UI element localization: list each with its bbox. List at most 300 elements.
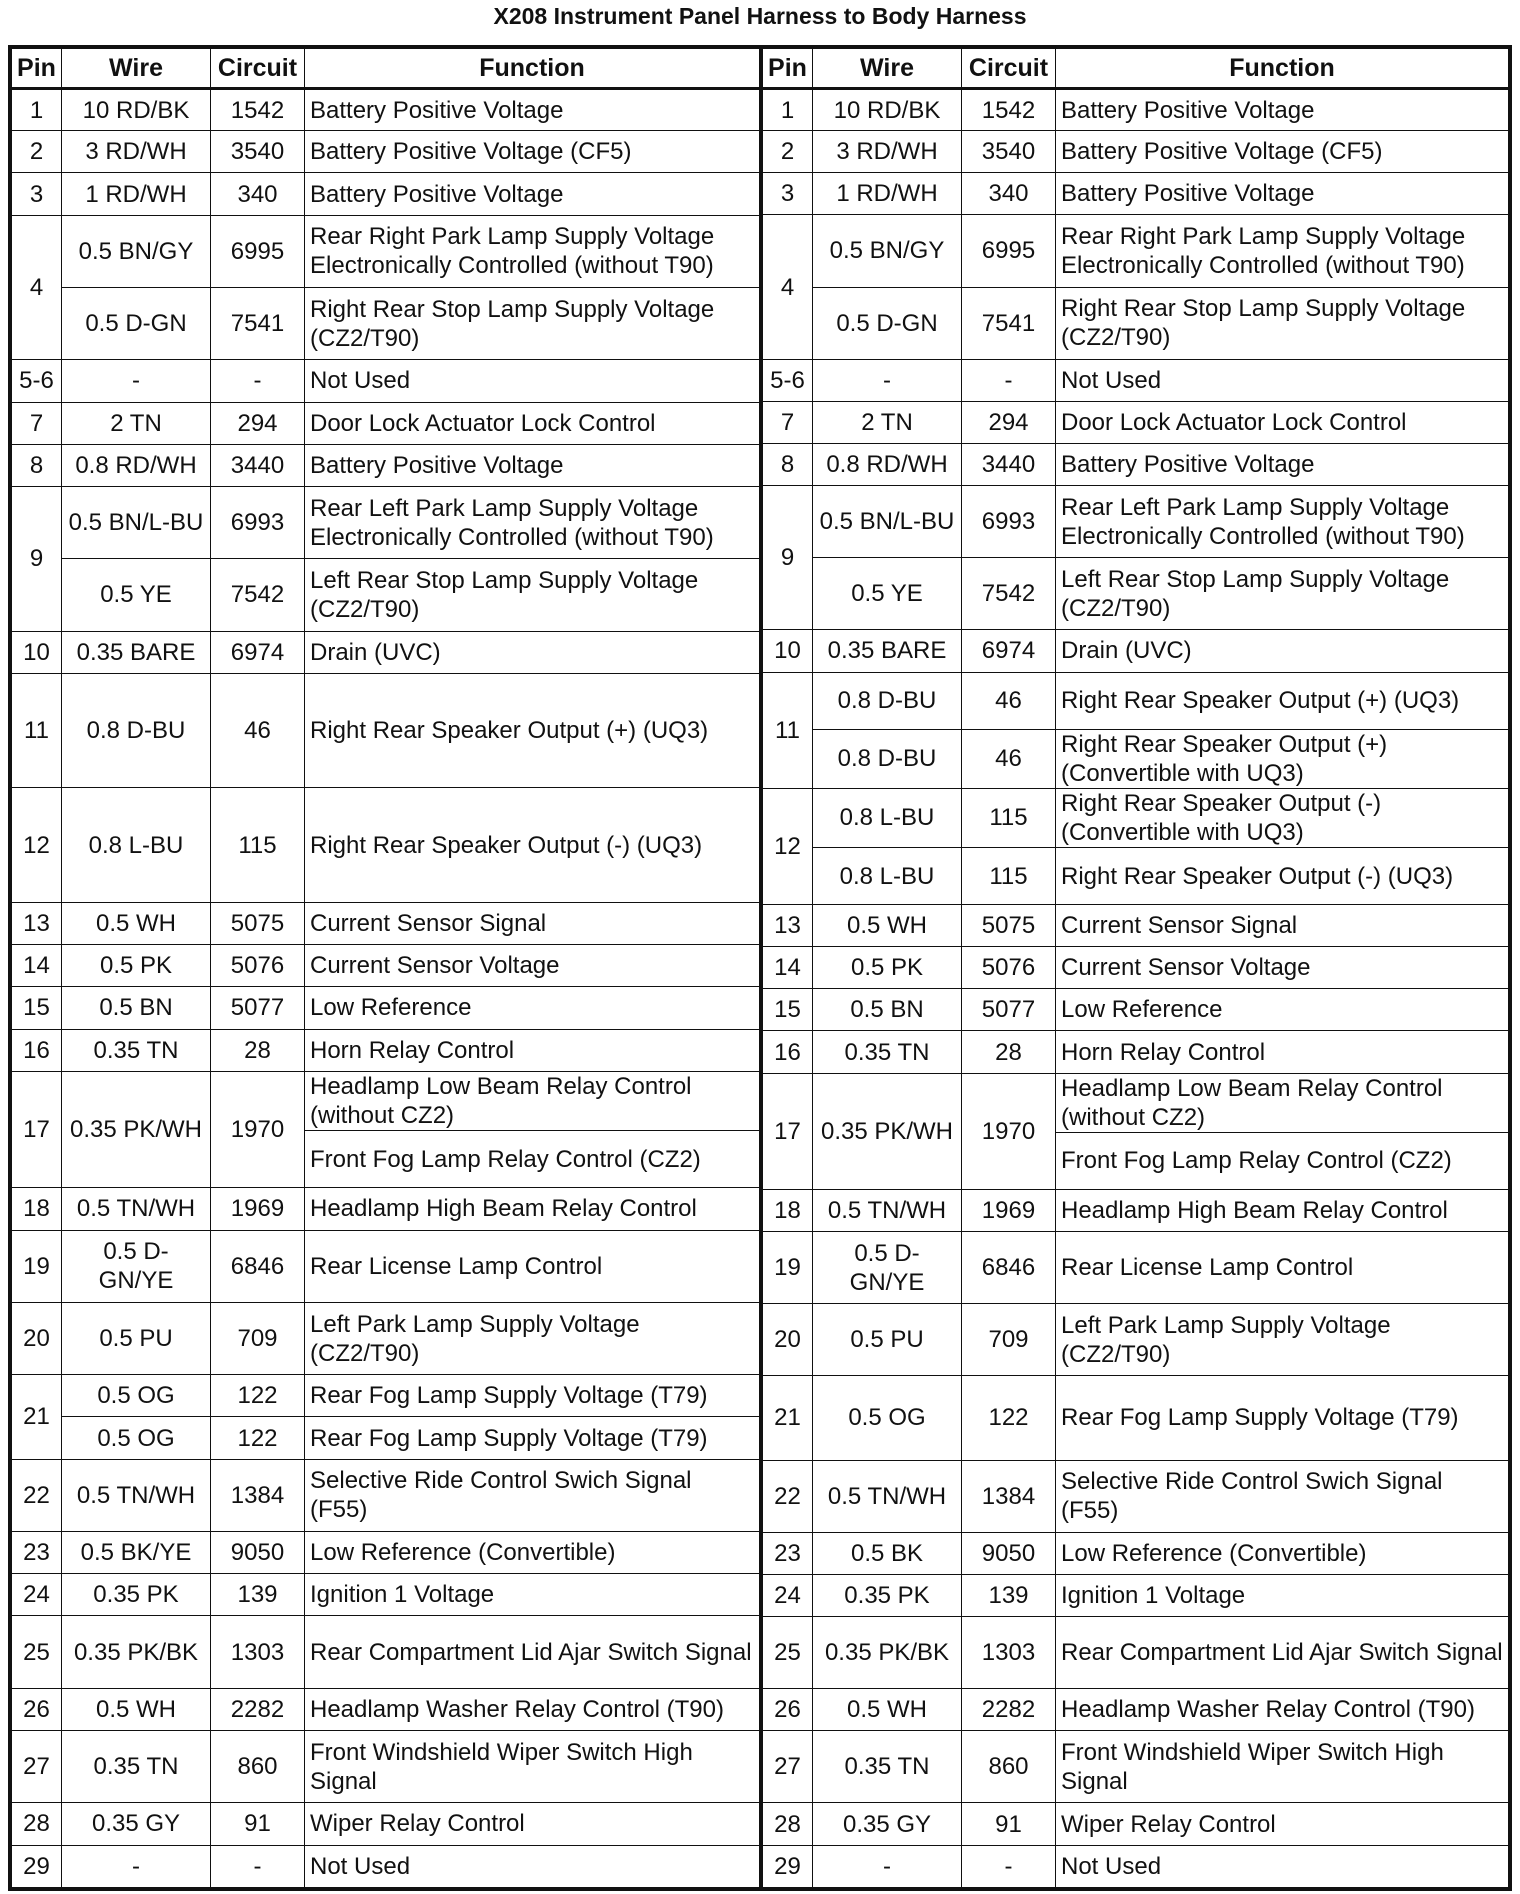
table-row <box>763 486 1509 558</box>
pin-cell: 16 <box>12 1029 62 1071</box>
circuit-cell: 1384 <box>962 1460 1056 1532</box>
table-row <box>763 905 1509 947</box>
function-cell: Wiper Relay Control <box>305 1803 761 1845</box>
wire-cell: 0.5 TN/WH <box>62 1188 211 1230</box>
circuit-cell: 294 <box>211 402 305 444</box>
wire-cell: 3 RD/WH <box>813 131 962 173</box>
pin-cell: 16 <box>763 1031 813 1073</box>
function-cell: Not Used <box>1056 359 1509 401</box>
table-row <box>763 989 1509 1031</box>
function-cell: Front Fog Lamp Relay Control (CZ2) <box>305 1131 761 1188</box>
circuit-cell: 7542 <box>211 559 305 631</box>
pin-cell: 24 <box>12 1574 62 1616</box>
table-row <box>763 1845 1509 1887</box>
wire-cell: - <box>813 1845 962 1887</box>
function-cell: Rear Compartment Lid Ajar Switch Signal <box>305 1616 761 1688</box>
table-row <box>763 1376 1509 1460</box>
circuit-cell: 1970 <box>962 1073 1056 1189</box>
pin-cell: 20 <box>12 1302 62 1374</box>
circuit-cell: 5076 <box>211 945 305 987</box>
function-cell: Low Reference (Convertible) <box>305 1532 761 1574</box>
wire-cell: - <box>62 1845 211 1887</box>
table-row <box>12 444 761 486</box>
table-row <box>763 672 1509 729</box>
circuit-cell: 139 <box>211 1574 305 1616</box>
function-cell: Rear Fog Lamp Supply Voltage (T79) <box>1056 1376 1509 1460</box>
function-cell: Low Reference <box>305 987 761 1029</box>
function-cell: Right Rear Speaker Output (+) (UQ3) <box>305 673 761 788</box>
table-row <box>763 729 1509 788</box>
table-row <box>12 673 761 788</box>
wire-cell: 0.5 D-GN/YE <box>813 1232 962 1304</box>
wire-cell: 0.5 PK <box>62 945 211 987</box>
function-cell: Rear License Lamp Control <box>1056 1232 1509 1304</box>
table-row <box>12 1803 761 1845</box>
wire-cell: 0.8 D-BU <box>62 673 211 788</box>
table-row <box>763 215 1509 287</box>
table-row <box>12 1302 761 1374</box>
wire-cell: 0.8 RD/WH <box>62 444 211 486</box>
pin-cell: 11 <box>12 673 62 788</box>
wire-cell: 3 RD/WH <box>62 131 211 173</box>
function-cell: Low Reference <box>1056 989 1509 1031</box>
circuit-cell: 1303 <box>211 1616 305 1688</box>
wire-cell: 0.35 TN <box>62 1731 211 1803</box>
circuit-cell: 28 <box>211 1029 305 1071</box>
function-cell: Wiper Relay Control <box>1056 1803 1509 1845</box>
header-wire: Wire <box>62 49 211 89</box>
circuit-cell: 294 <box>962 401 1056 443</box>
pin-cell: 3 <box>12 173 62 215</box>
wire-cell: 0.8 L-BU <box>62 788 211 903</box>
function-cell: Left Rear Stop Lamp Supply Voltage (CZ2/T90) <box>305 559 761 631</box>
circuit-cell: 1384 <box>211 1459 305 1531</box>
wire-cell: 0.5 TN/WH <box>813 1189 962 1231</box>
circuit-cell: 6974 <box>211 631 305 673</box>
wire-cell: 0.5 BN <box>813 989 962 1031</box>
circuit-cell: 5077 <box>211 987 305 1029</box>
function-cell: Rear Left Park Lamp Supply Voltage Electronically Controlled (without T90) <box>1056 486 1509 558</box>
function-cell: Drain (UVC) <box>305 631 761 673</box>
function-cell: Rear Right Park Lamp Supply Voltage Electronically Controlled (without T90) <box>305 215 761 287</box>
circuit-cell: 3440 <box>962 443 1056 485</box>
circuit-cell: 46 <box>962 672 1056 729</box>
circuit-cell: - <box>962 359 1056 401</box>
wire-cell: 2 TN <box>813 401 962 443</box>
table-row <box>763 947 1509 989</box>
function-cell: Headlamp High Beam Relay Control <box>1056 1189 1509 1231</box>
table-row <box>12 1574 761 1616</box>
table-row <box>12 173 761 215</box>
wire-cell: 0.5 OG <box>62 1375 211 1417</box>
function-cell: Current Sensor Signal <box>1056 905 1509 947</box>
circuit-cell: 1969 <box>962 1189 1056 1231</box>
header-row <box>763 49 1509 89</box>
function-cell: Rear License Lamp Control <box>305 1230 761 1302</box>
wire-cell: 0.5 YE <box>813 558 962 630</box>
table-row <box>12 559 761 631</box>
table-row <box>763 1232 1509 1304</box>
circuit-cell: 122 <box>962 1376 1056 1460</box>
table-row <box>763 1189 1509 1231</box>
table-body-left <box>12 89 761 1888</box>
function-cell: Ignition 1 Voltage <box>305 1574 761 1616</box>
wire-cell: 0.35 PK/BK <box>813 1617 962 1689</box>
circuit-cell: 709 <box>962 1304 1056 1376</box>
pin-cell: 4 <box>763 215 813 359</box>
wire-cell: 0.8 RD/WH <box>813 443 962 485</box>
header-function: Function <box>1056 49 1509 89</box>
pin-cell: 18 <box>763 1189 813 1231</box>
table-row <box>763 1574 1509 1616</box>
table-row <box>12 788 761 903</box>
circuit-cell: 7542 <box>962 558 1056 630</box>
table-row <box>763 443 1509 485</box>
pin-cell: 25 <box>763 1617 813 1689</box>
pin-cell: 5-6 <box>763 359 813 401</box>
wire-cell: 10 RD/BK <box>62 89 211 131</box>
function-cell: Horn Relay Control <box>1056 1031 1509 1073</box>
table-row <box>12 402 761 444</box>
table-row <box>763 1073 1509 1132</box>
pin-cell: 25 <box>12 1616 62 1688</box>
circuit-cell: 1542 <box>962 89 1056 131</box>
pin-cell: 18 <box>12 1188 62 1230</box>
pin-cell: 12 <box>763 788 813 904</box>
wire-cell: 0.35 BARE <box>62 631 211 673</box>
table-row <box>12 486 761 558</box>
wire-cell: 0.35 PK <box>813 1574 962 1616</box>
circuit-cell: 28 <box>962 1031 1056 1073</box>
pin-cell: 10 <box>12 631 62 673</box>
table-row <box>763 630 1509 672</box>
circuit-cell: 1542 <box>211 89 305 131</box>
table-row <box>763 401 1509 443</box>
circuit-cell: 6995 <box>211 215 305 287</box>
table-row <box>12 945 761 987</box>
function-cell: Right Rear Speaker Output (-) (UQ3) <box>305 788 761 903</box>
table-row <box>763 173 1509 215</box>
function-cell: Left Park Lamp Supply Voltage (CZ2/T90) <box>1056 1304 1509 1376</box>
function-cell: Front Windshield Wiper Switch High Signal <box>305 1731 761 1803</box>
pin-cell: 7 <box>12 402 62 444</box>
function-cell: Drain (UVC) <box>1056 630 1509 672</box>
pin-cell: 20 <box>763 1304 813 1376</box>
pin-cell: 1 <box>763 89 813 131</box>
wire-cell: 0.5 WH <box>813 905 962 947</box>
header-row <box>12 49 761 89</box>
circuit-cell: 122 <box>211 1417 305 1459</box>
function-cell: Battery Positive Voltage <box>1056 173 1509 215</box>
pin-cell: 7 <box>763 401 813 443</box>
function-cell: Headlamp Low Beam Relay Control (without CZ2) <box>305 1071 761 1130</box>
wire-cell: 0.35 PK/BK <box>62 1616 211 1688</box>
circuit-cell: 709 <box>211 1302 305 1374</box>
circuit-cell: 2282 <box>962 1689 1056 1731</box>
table-row <box>763 131 1509 173</box>
circuit-cell: 6974 <box>962 630 1056 672</box>
header-pin: Pin <box>12 49 62 89</box>
table-row <box>12 215 761 287</box>
header-wire: Wire <box>813 49 962 89</box>
function-cell: Left Park Lamp Supply Voltage (CZ2/T90) <box>305 1302 761 1374</box>
pin-cell: 19 <box>12 1230 62 1302</box>
table-row <box>12 1731 761 1803</box>
table-row <box>763 1803 1509 1845</box>
harness-tables <box>8 45 1512 1891</box>
table-row <box>763 1532 1509 1574</box>
wire-cell: 0.5 WH <box>62 1688 211 1730</box>
function-cell: Rear Fog Lamp Supply Voltage (T79) <box>305 1375 761 1417</box>
pin-cell: 15 <box>763 989 813 1031</box>
circuit-cell: 340 <box>962 173 1056 215</box>
wire-cell: 0.5 BN/GY <box>62 215 211 287</box>
wire-cell: 0.5 PU <box>813 1304 962 1376</box>
table-row <box>12 1188 761 1230</box>
function-cell: Battery Positive Voltage <box>305 444 761 486</box>
table-row <box>12 1532 761 1574</box>
table-row <box>12 360 761 402</box>
function-cell: Current Sensor Voltage <box>1056 947 1509 989</box>
wire-cell: 0.35 PK/WH <box>62 1071 211 1188</box>
circuit-cell: 115 <box>962 788 1056 847</box>
pin-cell: 19 <box>763 1232 813 1304</box>
wire-cell: 0.5 BN/GY <box>813 215 962 287</box>
pin-cell: 28 <box>763 1803 813 1845</box>
pin-cell: 3 <box>763 173 813 215</box>
wire-cell: 0.35 PK/WH <box>813 1073 962 1189</box>
circuit-cell: 3540 <box>211 131 305 173</box>
pin-cell: 21 <box>763 1376 813 1460</box>
function-cell: Battery Positive Voltage <box>1056 443 1509 485</box>
circuit-cell: 46 <box>962 729 1056 788</box>
wire-cell: 0.8 L-BU <box>813 847 962 904</box>
function-cell: Battery Positive Voltage (CF5) <box>1056 131 1509 173</box>
wire-cell: 0.35 GY <box>813 1803 962 1845</box>
circuit-cell: 860 <box>211 1731 305 1803</box>
circuit-cell: - <box>211 1845 305 1887</box>
function-cell: Horn Relay Control <box>305 1029 761 1071</box>
circuit-cell: 5077 <box>962 989 1056 1031</box>
circuit-cell: 9050 <box>211 1532 305 1574</box>
pin-cell: 11 <box>763 672 813 788</box>
header-circuit: Circuit <box>211 49 305 89</box>
table-row <box>12 131 761 173</box>
wire-cell: 0.5 OG <box>813 1376 962 1460</box>
pin-cell: 15 <box>12 987 62 1029</box>
wire-cell: 0.5 BN/L-BU <box>62 486 211 558</box>
table-row <box>12 1417 761 1459</box>
wire-cell: 0.35 TN <box>813 1031 962 1073</box>
pin-cell: 28 <box>12 1803 62 1845</box>
wire-cell: 0.8 L-BU <box>813 788 962 847</box>
pin-cell: 29 <box>12 1845 62 1887</box>
table-row <box>763 359 1509 401</box>
function-cell: Front Windshield Wiper Switch High Signal <box>1056 1731 1509 1803</box>
circuit-cell: 3440 <box>211 444 305 486</box>
pin-cell: 9 <box>763 486 813 630</box>
function-cell: Right Rear Speaker Output (+) (Convertible with UQ3) <box>1056 729 1509 788</box>
circuit-cell: 6846 <box>211 1230 305 1302</box>
pin-cell: 17 <box>12 1071 62 1188</box>
circuit-cell: 1969 <box>211 1188 305 1230</box>
function-cell: Left Rear Stop Lamp Supply Voltage (CZ2/T90) <box>1056 558 1509 630</box>
function-cell: Headlamp Washer Relay Control (T90) <box>1056 1689 1509 1731</box>
circuit-cell: 340 <box>211 173 305 215</box>
function-cell: Headlamp High Beam Relay Control <box>305 1188 761 1230</box>
circuit-cell: 9050 <box>962 1532 1056 1574</box>
pin-cell: 2 <box>12 131 62 173</box>
function-cell: Right Rear Stop Lamp Supply Voltage (CZ2/T90) <box>305 287 761 359</box>
wire-cell: 0.35 PK <box>62 1574 211 1616</box>
function-cell: Rear Fog Lamp Supply Voltage (T79) <box>305 1417 761 1459</box>
table-row <box>763 788 1509 847</box>
table-row <box>763 89 1509 131</box>
function-cell: Low Reference (Convertible) <box>1056 1532 1509 1574</box>
function-cell: Rear Compartment Lid Ajar Switch Signal <box>1056 1617 1509 1689</box>
pin-cell: 21 <box>12 1375 62 1459</box>
wire-cell: 0.35 TN <box>813 1731 962 1803</box>
wire-cell: 2 TN <box>62 402 211 444</box>
page-title: X208 Instrument Panel Harness to Body Harness <box>493 3 1027 29</box>
header-function: Function <box>305 49 761 89</box>
function-cell: Headlamp Washer Relay Control (T90) <box>305 1688 761 1730</box>
pin-cell: 4 <box>12 215 62 360</box>
table-row <box>12 1029 761 1071</box>
circuit-cell: 3540 <box>962 131 1056 173</box>
pin-cell: 22 <box>763 1460 813 1532</box>
function-cell: Front Fog Lamp Relay Control (CZ2) <box>1056 1132 1509 1189</box>
pin-cell: 5-6 <box>12 360 62 402</box>
pin-cell: 26 <box>12 1688 62 1730</box>
circuit-cell: 139 <box>962 1574 1056 1616</box>
circuit-cell: 5075 <box>211 902 305 944</box>
pin-cell: 13 <box>12 902 62 944</box>
wire-cell: 0.5 BN/L-BU <box>813 486 962 558</box>
wire-cell: - <box>813 359 962 401</box>
table-row <box>12 987 761 1029</box>
pin-cell: 10 <box>763 630 813 672</box>
function-cell: Not Used <box>305 1845 761 1887</box>
wire-cell: 0.5 D-GN <box>813 287 962 359</box>
function-cell: Door Lock Actuator Lock Control <box>305 402 761 444</box>
pin-cell: 24 <box>763 1574 813 1616</box>
wire-cell: 1 RD/WH <box>62 173 211 215</box>
wire-cell: 0.5 PK <box>813 947 962 989</box>
wire-cell: 0.5 PU <box>62 1302 211 1374</box>
circuit-cell: 7541 <box>211 287 305 359</box>
circuit-cell: 6846 <box>962 1232 1056 1304</box>
circuit-cell: 1970 <box>211 1071 305 1188</box>
wire-cell: 0.35 TN <box>62 1029 211 1071</box>
pin-cell: 23 <box>763 1532 813 1574</box>
pin-cell: 29 <box>763 1845 813 1887</box>
circuit-cell: 115 <box>962 847 1056 904</box>
pin-cell: 27 <box>763 1731 813 1803</box>
function-cell: Ignition 1 Voltage <box>1056 1574 1509 1616</box>
table-row <box>12 902 761 944</box>
function-cell: Battery Positive Voltage <box>305 89 761 131</box>
table-row <box>763 1304 1509 1376</box>
function-cell: Right Rear Stop Lamp Supply Voltage (CZ2/T90) <box>1056 287 1509 359</box>
pin-cell: 1 <box>12 89 62 131</box>
table-row <box>12 1845 761 1887</box>
wire-cell: 0.5 WH <box>62 902 211 944</box>
table-row <box>763 558 1509 630</box>
table-row <box>763 287 1509 359</box>
pin-cell: 17 <box>763 1073 813 1189</box>
header-circuit: Circuit <box>962 49 1056 89</box>
table-row <box>763 847 1509 904</box>
circuit-cell: 115 <box>211 788 305 903</box>
circuit-cell: 5075 <box>962 905 1056 947</box>
circuit-cell: - <box>211 360 305 402</box>
harness-table-right <box>762 48 1509 1888</box>
circuit-cell: 46 <box>211 673 305 788</box>
function-cell: Battery Positive Voltage (CF5) <box>305 131 761 173</box>
circuit-cell: 860 <box>962 1731 1056 1803</box>
pin-cell: 14 <box>763 947 813 989</box>
circuit-cell: 91 <box>962 1803 1056 1845</box>
table-row <box>12 631 761 673</box>
circuit-cell: 5076 <box>962 947 1056 989</box>
table-row <box>12 1071 761 1130</box>
wire-cell: 0.8 D-BU <box>813 729 962 788</box>
wire-cell: 0.5 D-GN <box>62 287 211 359</box>
pin-cell: 13 <box>763 905 813 947</box>
wire-cell: 0.5 WH <box>813 1689 962 1731</box>
header-pin: Pin <box>763 49 813 89</box>
table-row <box>763 1031 1509 1073</box>
function-cell: Not Used <box>305 360 761 402</box>
circuit-cell: 6993 <box>962 486 1056 558</box>
wire-cell: 0.5 TN/WH <box>62 1459 211 1531</box>
function-cell: Right Rear Speaker Output (-) (UQ3) <box>1056 847 1509 904</box>
circuit-cell: 122 <box>211 1375 305 1417</box>
pin-cell: 14 <box>12 945 62 987</box>
table-row <box>12 1230 761 1302</box>
circuit-cell: 1303 <box>962 1617 1056 1689</box>
pin-cell: 22 <box>12 1459 62 1531</box>
pin-cell: 23 <box>12 1532 62 1574</box>
table-row <box>763 1617 1509 1689</box>
circuit-cell: 6993 <box>211 486 305 558</box>
circuit-cell: - <box>962 1845 1056 1887</box>
function-cell: Selective Ride Control Swich Signal (F55) <box>1056 1460 1509 1532</box>
table-row <box>12 287 761 359</box>
table-row <box>12 1616 761 1688</box>
wire-cell: - <box>62 360 211 402</box>
circuit-cell: 7541 <box>962 287 1056 359</box>
function-cell: Battery Positive Voltage <box>305 173 761 215</box>
wire-cell: 0.5 BN <box>62 987 211 1029</box>
function-cell: Headlamp Low Beam Relay Control (without CZ2) <box>1056 1073 1509 1132</box>
harness-table-left <box>11 48 762 1888</box>
wire-cell: 1 RD/WH <box>813 173 962 215</box>
function-cell: Rear Right Park Lamp Supply Voltage Electronically Controlled (without T90) <box>1056 215 1509 287</box>
function-cell: Current Sensor Voltage <box>305 945 761 987</box>
function-cell: Current Sensor Signal <box>305 902 761 944</box>
table-row <box>763 1460 1509 1532</box>
wire-cell: 0.35 BARE <box>813 630 962 672</box>
table-row <box>12 89 761 131</box>
wire-cell: 0.35 GY <box>62 1803 211 1845</box>
table-row <box>12 1375 761 1417</box>
function-cell: Selective Ride Control Swich Signal (F55) <box>305 1459 761 1531</box>
wire-cell: 0.5 YE <box>62 559 211 631</box>
wire-cell: 0.5 D-GN/YE <box>62 1230 211 1302</box>
pin-cell: 2 <box>763 131 813 173</box>
